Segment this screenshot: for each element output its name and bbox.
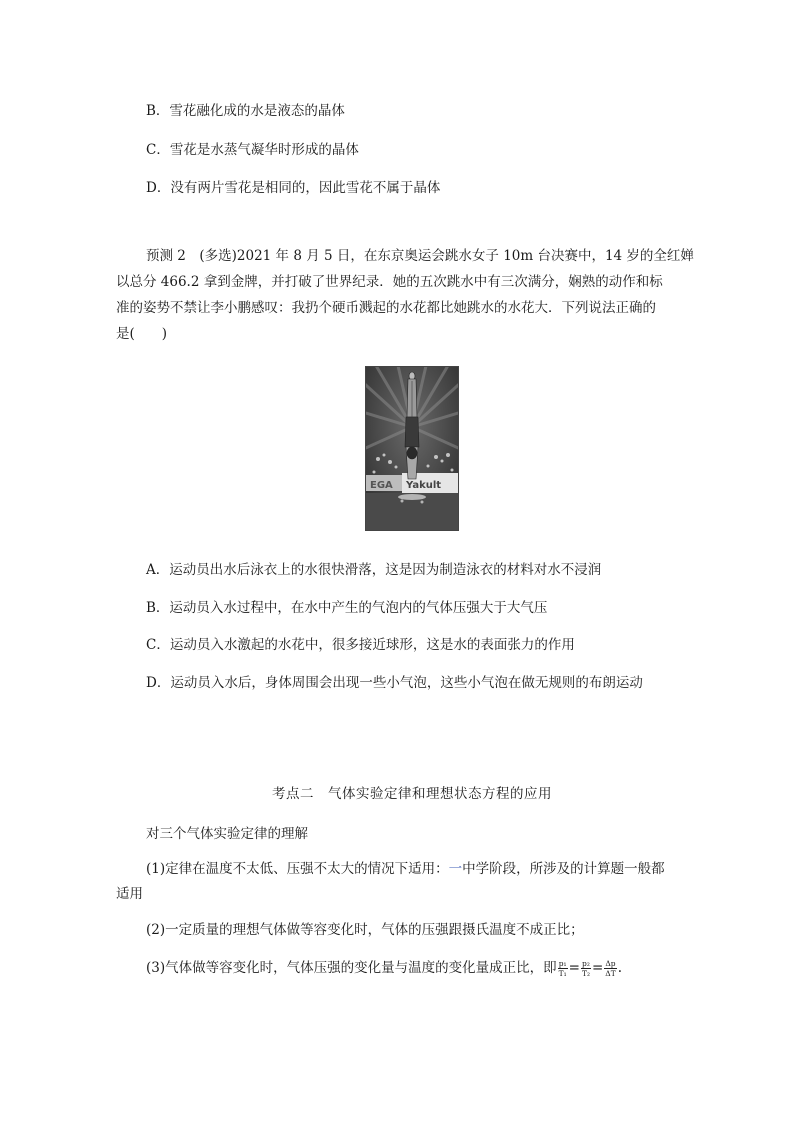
q1-option-c: C．雪花是水蒸气凝华时形成的晶体 (146, 142, 359, 158)
item1-text-b: 中学阶段，所涉及的计算题一般都 (462, 861, 665, 877)
sign-right-text: Yakult (406, 480, 442, 491)
item1-line-1 (146, 857, 665, 877)
fraction-p2-t2 (581, 959, 591, 978)
fraction-dp-dt (604, 959, 616, 978)
section-subtitle: 对三个气体实验定律的理解 (146, 826, 308, 842)
frac1-den: T₁ (558, 969, 567, 978)
q2-stem-line-2: 以总分 466.2 拿到金牌，并打破了世界纪录．她的五次跳水中有三次满分，娴熟的动作和标 (116, 274, 663, 290)
q2-stem-line-3: 准的姿势不禁让李小鹏感叹：我扔个硬币溅起的水花都比她跳水的水花大．下列说法正确的 (116, 300, 656, 316)
frac3-num: Δp (605, 959, 616, 968)
item2: (2)一定质量的理想气体做等容变化时，气体的压强跟摄氏温度不成正比； (146, 922, 584, 938)
q2-option-c: C．运动员入水激起的水花中，很多接近球形，这是水的表面张力的作用 (146, 637, 575, 653)
equals-1: = (568, 960, 580, 976)
frac3-den: ΔT (605, 969, 616, 978)
diver-photo (365, 366, 459, 531)
q2-stem-line-1: 预测 2 (多选)2021 年 8 月 5 日，在东京奥运会跳水女子 10m 台决赛中，14 岁的全红婵 (146, 248, 694, 264)
item1-line-2: 适用 (116, 886, 143, 902)
q2-option-d: D．运动员入水后，身体周围会出现一些小气泡，这些小气泡在做无规则的布朗运动 (146, 675, 643, 691)
q1-option-b: B．雪花融化成的水是液态的晶体 (146, 103, 345, 119)
q1-option-d: D．没有两片雪花是相同的，因此雪花不属于晶体 (146, 180, 441, 196)
item3-text: (3)气体做等容变化时，气体压强的变化量与温度的变化量成正比，即 (146, 960, 557, 976)
q2-option-a: A．运动员出水后泳衣上的水很快滑落，这是因为制造泳衣的材料对水不浸润 (146, 562, 602, 578)
q2-option-b: B．运动员入水过程中，在水中产生的气泡内的气体压强大于大气压 (146, 600, 548, 616)
item3 (146, 957, 622, 979)
frac2-den: T₂ (581, 969, 590, 978)
frac2-num: p₂ (582, 959, 590, 968)
section-title: 考点二 气体实验定律和理想状态方程的应用 (272, 786, 552, 802)
fraction-p1-t1 (558, 959, 568, 978)
frac1-num: p₁ (558, 959, 567, 968)
formula-end: . (617, 960, 622, 976)
diver-photo-graphic (366, 367, 458, 530)
q2-stem-line-4: 是( ) (116, 326, 168, 342)
equals-2: = (591, 960, 604, 976)
item1-dash: 一 (448, 861, 463, 877)
sign-left-text: EGA (370, 480, 393, 491)
item1-text-a: (1)定律在温度不太低、压强不太大的情况下适用： (146, 861, 449, 877)
